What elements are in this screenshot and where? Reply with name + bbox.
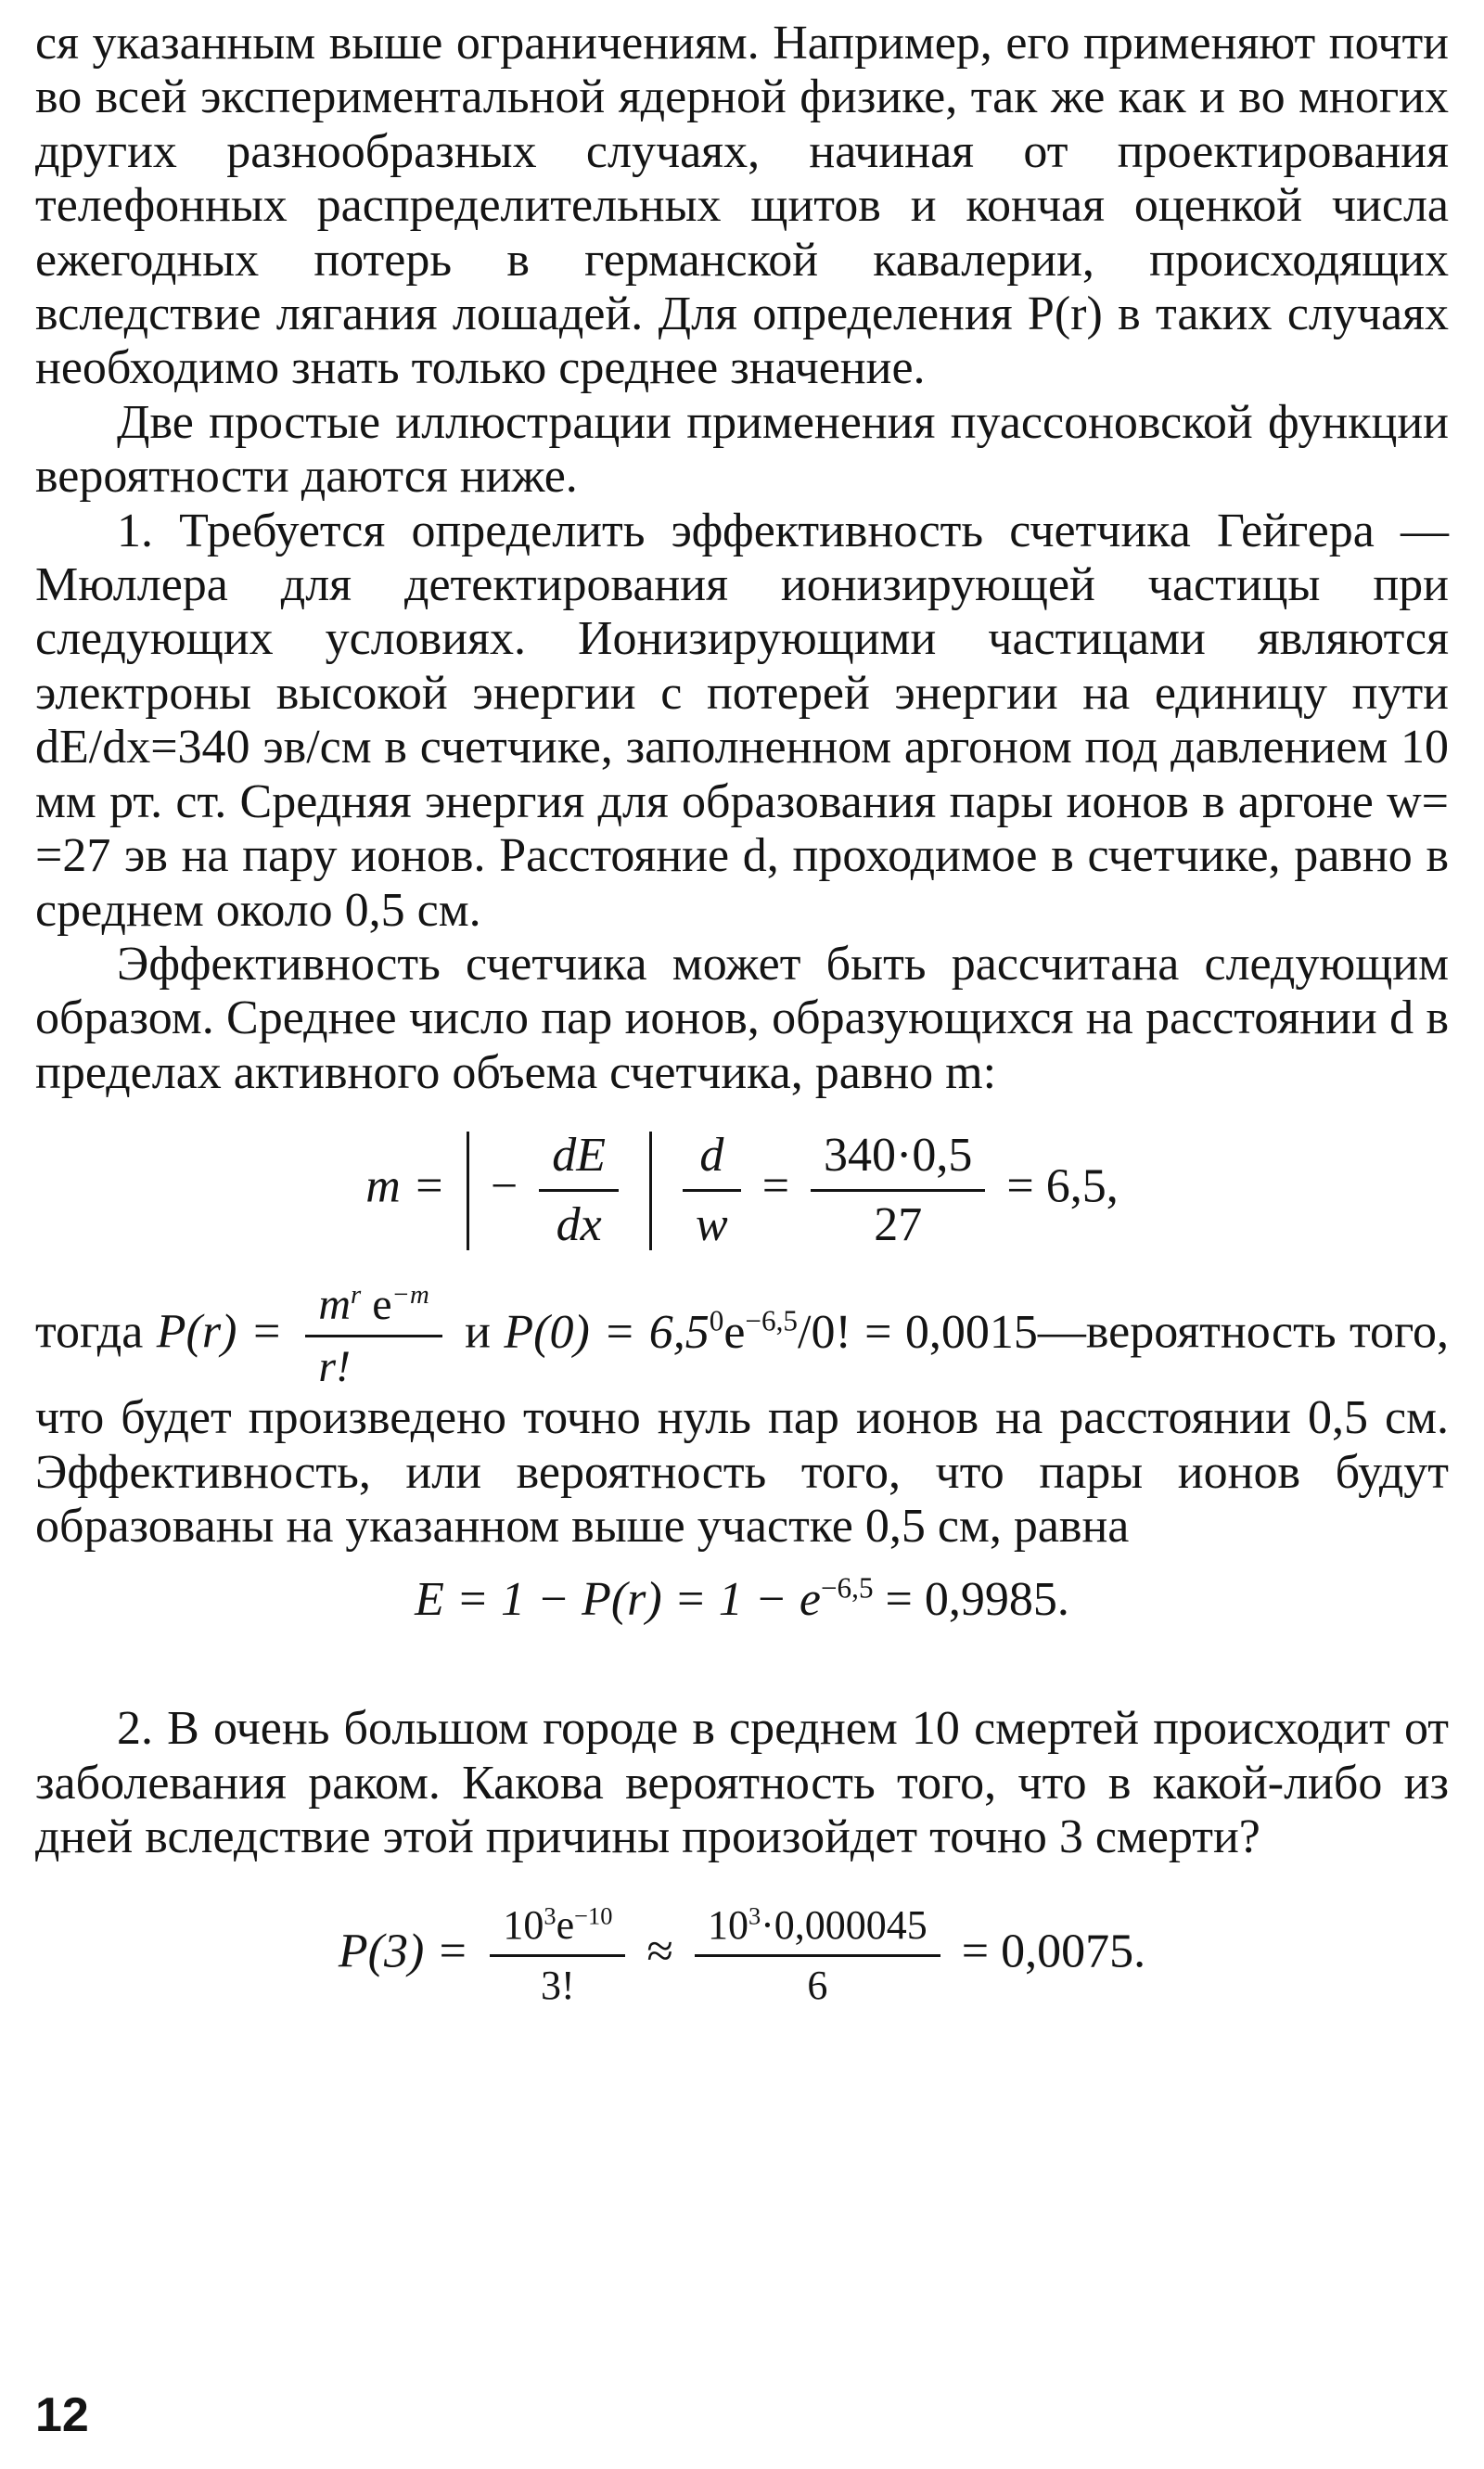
formula-p-zero: $P(0) = 6,5^0e^{-6,5}/0$! = 0,0015	[504, 1304, 1038, 1359]
fraction-p3-numeric: $\frac{10^3\cdot 0,000045}{6}$	[695, 1902, 940, 2009]
paragraph-example-1: 1. Требуется определить эффективность счетчика Гейгера — Мюллера для детектирования ионизирующей частицы при следующих условиях. Ионизирующими частицами являются электроны высокой энергии с потерей энергии на единицу пути dE/dx=340 эв/см в счетчике, заполненном аргоном под давлением 10 мм рт. ст. Средняя энергия для образования пары ионов в аргоне w= =27 эв на пару ионов. Расстояние d, проходимое в счетчике, равно в среднем около 0,5 см.	[35, 504, 1449, 937]
abs-bar-right	[649, 1132, 652, 1250]
paragraph-illustrations-intro: Две простые иллюстрации применения пуассоновской функции вероятности даются ниже.	[35, 395, 1449, 504]
fraction-dE-dx: $\frac{dE}{dx}$	[539, 1128, 619, 1253]
fraction-numeric: $\frac{340\cdot 0,5}{27}$	[811, 1128, 985, 1253]
fraction-d-w: $\frac{d}{w}$	[683, 1128, 741, 1253]
page-number: 12	[35, 2388, 89, 2442]
paragraph-efficiency-calc: Эффективность счетчика может быть рассчитана следующим образом. Среднее число пар ионов, образующихся на расстоянии d в пределах активного объема счетчика, равно m:	[35, 937, 1449, 1099]
fraction-p3-symbolic: $\frac{10^3e^{-10}}{3!}$	[490, 1902, 625, 2009]
abs-bar-left	[467, 1132, 469, 1250]
fraction-poisson: $\frac{m^r e^{-m}}{r!}$	[305, 1281, 441, 1391]
paragraph-poisson-applications: ся указанным выше ограничениям. Например, его применяют почти во всей экспериментальной ядерной физике, так же как и во многих других разнообразных случаях, начиная от проектирования телефонных распределительных щитов и кончая оценкой числа ежегодных потерь в германской кавалерии, происходящих вследствие лягания лошадей. Для определения P(r) в таких случаях необходимо знать только среднее значение.	[35, 17, 1449, 395]
formula-p3: P(3) = $\frac{10^3e^{-10}}{3!}$ ≈ $\frac{10^3\cdot 0,000045}{6}$ = 0,0075.	[338, 1900, 1146, 2008]
paragraph-example-2: 2. В очень большом городе в среднем 10 смертей происходит от заболевания раком. Какова вероятность того, что в какой-либо из дней вследствие этой причины произойдет точно 3 смерти?	[35, 1702, 1449, 1864]
formula-efficiency: $E = 1 - P(r) = 1 - e^{-6,5} = 0,9985$.	[415, 1572, 1069, 1627]
page-content	[35, 17, 1449, 2009]
paragraph-poisson-formula: тогда P(r) = $\frac{m^r e^{-m}}{r!}$ и $P(0) = 6,5^0e^{-6,5}/0$! = 0,0015—вероятность того, что будет произведено точно нуль пар ионов на расстоянии 0,5 см. Эффективность, или вероятность того, что пары ионов будут образованы на указанном выше участке 0,5 см, равна	[35, 1280, 1450, 1553]
formula-mean-ion-pairs: m = − $\frac{dE}{dx}$ $\frac{d}{w}$ = $\frac{340\cdot 0,5}{27}$ = 6,5,	[365, 1129, 1119, 1252]
